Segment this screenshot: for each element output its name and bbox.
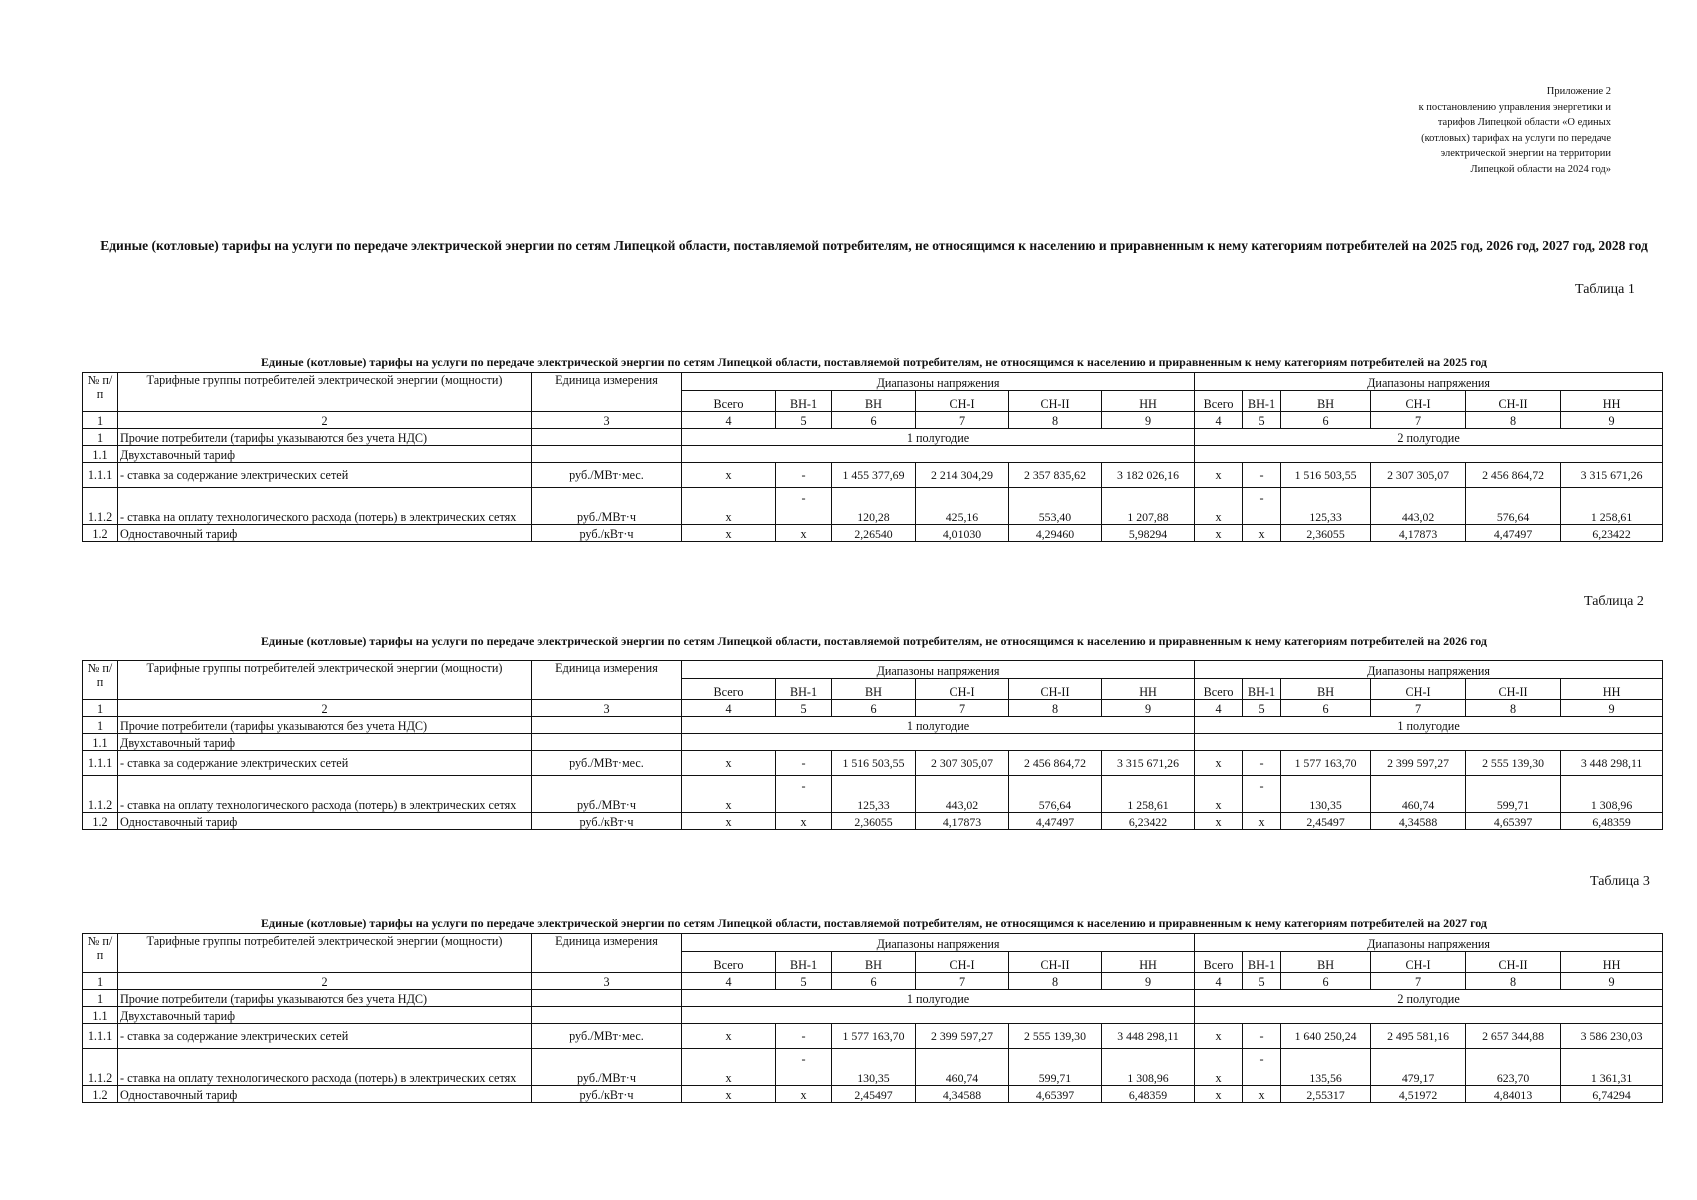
row-label: Прочие потребители (тарифы указываются без учета НДС) — [118, 717, 532, 734]
row-label: - ставка на оплату технологического расхода (потерь) в электрических сетях — [118, 776, 532, 813]
value-cell: 4,51972 — [1371, 1086, 1466, 1103]
col-number: 8 — [1466, 973, 1561, 990]
row-label: - ставка за содержание электрических сетей — [118, 1024, 532, 1049]
col-number: 3 — [532, 700, 682, 717]
col-number: 9 — [1102, 973, 1195, 990]
cell-dash: - — [1243, 751, 1281, 776]
cell-x: х — [776, 1086, 832, 1103]
col-number: 6 — [1281, 973, 1371, 990]
header-unit: Единица измерения — [532, 373, 682, 412]
cell-x: х — [1195, 1049, 1243, 1086]
half-year-2: 2 полугодие — [1195, 990, 1663, 1007]
empty-cell — [682, 446, 1195, 463]
cell-x: х — [1243, 813, 1281, 830]
dash-text: - — [801, 779, 806, 793]
row-num: 1.2 — [83, 1086, 118, 1103]
cell-x: х — [682, 776, 776, 813]
header-ranges-h1: Диапазоны напряжения — [682, 934, 1195, 952]
row-unit: руб./кВт·ч — [532, 813, 682, 830]
col-number: 7 — [1371, 412, 1466, 429]
col-vn1: ВН-1 — [1243, 391, 1281, 412]
col-number: 5 — [776, 973, 832, 990]
col-vn: ВН — [832, 391, 916, 412]
annex-note — [1311, 84, 1611, 177]
value-cell: 4,65397 — [1009, 1086, 1102, 1103]
col-sn1: СН-I — [916, 952, 1009, 973]
cell-dash — [776, 488, 832, 525]
table-row — [83, 813, 1663, 830]
value-cell: 4,47497 — [1466, 525, 1561, 542]
col-vn1: ВН-1 — [776, 391, 832, 412]
document-title: Единые (котловые) тарифы на услуги по передаче электрической энергии по сетям Липецкой области, поставляемой потребителям, не относящимся к населению и приравненным к нему категориям потребителей на 2025 год, 2026 год, 2027 год, 2028 год — [100, 238, 1648, 253]
row-label: Двухставочный тариф — [118, 734, 532, 751]
value-cell: 2 555 139,30 — [1009, 1024, 1102, 1049]
row-unit: руб./кВт·ч — [532, 1086, 682, 1103]
value-cell: 2 307 305,07 — [1371, 463, 1466, 488]
col-nn: НН — [1561, 952, 1663, 973]
row-num: 1.1.2 — [83, 488, 118, 525]
header-groups: Тарифные группы потребителей электрической энергии (мощности) — [118, 373, 532, 412]
cell-dash — [1243, 1049, 1281, 1086]
col-number: 4 — [682, 412, 776, 429]
col-number: 1 — [83, 412, 118, 429]
empty-cell — [682, 734, 1195, 751]
value-cell: 4,47497 — [1009, 813, 1102, 830]
col-number: 8 — [1466, 700, 1561, 717]
row-label: - ставка за содержание электрических сетей — [118, 463, 532, 488]
row-num: 1.2 — [83, 525, 118, 542]
row-num: 1.2 — [83, 813, 118, 830]
row-unit — [532, 990, 682, 1007]
table-row — [83, 1049, 1663, 1086]
value-cell: 3 448 298,11 — [1102, 1024, 1195, 1049]
col-number: 7 — [916, 412, 1009, 429]
col-number: 2 — [118, 973, 532, 990]
col-nn: НН — [1102, 679, 1195, 700]
value-cell: 3 315 671,26 — [1561, 463, 1663, 488]
cell-x: х — [1195, 776, 1243, 813]
half-year-2: 2 полугодие — [1195, 429, 1663, 446]
row-label: - ставка за содержание электрических сетей — [118, 751, 532, 776]
col-sn2: СН-II — [1009, 952, 1102, 973]
row-label: - ставка на оплату технологического расхода (потерь) в электрических сетях — [118, 1049, 532, 1086]
header-unit: Единица измерения — [532, 661, 682, 700]
table-row — [83, 751, 1663, 776]
value-cell: 1 207,88 — [1102, 488, 1195, 525]
col-number: 5 — [776, 700, 832, 717]
row-label: Одноставочный тариф — [118, 1086, 532, 1103]
row-unit — [532, 717, 682, 734]
cell-x: х — [682, 525, 776, 542]
table-row — [83, 1086, 1663, 1103]
row-unit — [532, 734, 682, 751]
value-cell: 4,01030 — [916, 525, 1009, 542]
table-row — [83, 1024, 1663, 1049]
table-row — [83, 717, 1663, 734]
value-cell: 135,56 — [1281, 1049, 1371, 1086]
value-cell: 443,02 — [1371, 488, 1466, 525]
value-cell: 2,55317 — [1281, 1086, 1371, 1103]
col-sn2: СН-II — [1466, 391, 1561, 412]
cell-dash: - — [776, 1024, 832, 1049]
header-groups: Тарифные группы потребителей электрической энергии (мощности) — [118, 661, 532, 700]
col-vn: ВН — [832, 679, 916, 700]
value-cell: 2,45497 — [832, 1086, 916, 1103]
annex-line: к постановлению управления энергетики и — [1418, 101, 1611, 113]
table-row — [83, 463, 1663, 488]
value-cell: 4,65397 — [1466, 813, 1561, 830]
value-cell: 553,40 — [1009, 488, 1102, 525]
col-number: 5 — [776, 412, 832, 429]
col-number: 4 — [1195, 700, 1243, 717]
cell-x: х — [682, 751, 776, 776]
col-number: 9 — [1561, 700, 1663, 717]
value-cell: 4,29460 — [1009, 525, 1102, 542]
col-number: 6 — [832, 700, 916, 717]
col-number: 8 — [1466, 412, 1561, 429]
value-cell: 1 640 250,24 — [1281, 1024, 1371, 1049]
cell-x: х — [682, 1086, 776, 1103]
cell-dash: - — [1243, 1024, 1281, 1049]
table-row — [83, 488, 1663, 525]
col-sn2: СН-II — [1009, 391, 1102, 412]
table-row — [83, 734, 1663, 751]
value-cell: 2,26540 — [832, 525, 916, 542]
value-cell: 623,70 — [1466, 1049, 1561, 1086]
value-cell: 2 657 344,88 — [1466, 1024, 1561, 1049]
table-1-title: Единые (котловые) тарифы на услуги по передаче электрической энергии по сетям Липецкой области, поставляемой потребителям, не относящимся к населению и приравненным к нему категориям потребителей на 2025 год — [261, 355, 1487, 369]
value-cell: 2 399 597,27 — [916, 1024, 1009, 1049]
cell-x: х — [682, 813, 776, 830]
row-label: Прочие потребители (тарифы указываются без учета НДС) — [118, 429, 532, 446]
cell-x: х — [1195, 1024, 1243, 1049]
col-total: Всего — [682, 679, 776, 700]
cell-x: х — [1195, 1086, 1243, 1103]
value-cell: 1 577 163,70 — [832, 1024, 916, 1049]
col-number: 6 — [1281, 700, 1371, 717]
col-number: 5 — [1243, 412, 1281, 429]
half-year-1: 1 полугодие — [682, 717, 1195, 734]
value-cell: 4,34588 — [916, 1086, 1009, 1103]
value-cell: 3 448 298,11 — [1561, 751, 1663, 776]
col-number: 8 — [1009, 973, 1102, 990]
value-cell: 4,34588 — [1371, 813, 1466, 830]
table-2-label: Таблица 2 — [1584, 594, 1644, 609]
row-label: Двухставочный тариф — [118, 446, 532, 463]
value-cell: 1 455 377,69 — [832, 463, 916, 488]
col-sn2: СН-II — [1466, 679, 1561, 700]
dash-text: - — [1259, 491, 1264, 505]
value-cell: 460,74 — [1371, 776, 1466, 813]
col-number: 9 — [1102, 412, 1195, 429]
cell-dash — [776, 776, 832, 813]
col-number: 9 — [1561, 973, 1663, 990]
col-number: 4 — [1195, 412, 1243, 429]
col-sn1: СН-I — [1371, 679, 1466, 700]
col-number: 5 — [1243, 700, 1281, 717]
annex-line: (котловых) тарифах на услуги по передаче — [1421, 132, 1611, 144]
col-sn1: СН-I — [916, 679, 1009, 700]
row-unit: руб./МВт·ч — [532, 488, 682, 525]
cell-x: х — [1195, 813, 1243, 830]
col-number: 4 — [1195, 973, 1243, 990]
header-num: № п/п — [83, 934, 118, 973]
value-cell: 2 357 835,62 — [1009, 463, 1102, 488]
value-cell: 130,35 — [832, 1049, 916, 1086]
table-row — [83, 990, 1663, 1007]
annex-line: электрической энергии на территории — [1440, 148, 1611, 159]
value-cell: 2 307 305,07 — [916, 751, 1009, 776]
col-number: 4 — [682, 700, 776, 717]
empty-cell — [1195, 1007, 1663, 1024]
col-number: 4 — [682, 973, 776, 990]
col-sn1: СН-I — [1371, 391, 1466, 412]
row-num: 1.1 — [83, 1007, 118, 1024]
col-number: 8 — [1009, 700, 1102, 717]
dash-text: - — [801, 491, 806, 505]
row-num: 1.1.1 — [83, 1024, 118, 1049]
tariff-table-2 — [82, 660, 1663, 830]
value-cell: 4,17873 — [916, 813, 1009, 830]
value-cell: 6,23422 — [1102, 813, 1195, 830]
value-cell: 599,71 — [1466, 776, 1561, 813]
cell-x: х — [682, 1024, 776, 1049]
col-total: Всего — [1195, 391, 1243, 412]
header-ranges-h2: Диапазоны напряжения — [1195, 934, 1663, 952]
cell-dash: - — [776, 751, 832, 776]
col-total: Всего — [682, 391, 776, 412]
table-3-label: Таблица 3 — [1590, 874, 1650, 889]
value-cell: 1 258,61 — [1102, 776, 1195, 813]
dash-text: - — [801, 1052, 806, 1066]
col-nn: НН — [1102, 391, 1195, 412]
annex-line: Приложение 2 — [1546, 86, 1611, 97]
col-number: 2 — [118, 700, 532, 717]
value-cell: 2 456 864,72 — [1009, 751, 1102, 776]
header-ranges-h2: Диапазоны напряжения — [1195, 373, 1663, 391]
row-num: 1 — [83, 429, 118, 446]
cell-x: х — [1243, 1086, 1281, 1103]
value-cell: 460,74 — [916, 1049, 1009, 1086]
value-cell: 2 495 581,16 — [1371, 1024, 1466, 1049]
row-num: 1.1.1 — [83, 751, 118, 776]
half-year-2: 1 полугодие — [1195, 717, 1663, 734]
value-cell: 125,33 — [1281, 488, 1371, 525]
dash-text: - — [1259, 1052, 1264, 1066]
value-cell: 443,02 — [916, 776, 1009, 813]
row-label: Прочие потребители (тарифы указываются без учета НДС) — [118, 990, 532, 1007]
col-number: 9 — [1102, 700, 1195, 717]
row-label: Двухставочный тариф — [118, 1007, 532, 1024]
cell-dash — [1243, 776, 1281, 813]
row-unit — [532, 1007, 682, 1024]
value-cell: 1 516 503,55 — [832, 751, 916, 776]
value-cell: 599,71 — [1009, 1049, 1102, 1086]
row-num: 1 — [83, 717, 118, 734]
col-nn: НН — [1561, 391, 1663, 412]
col-number: 7 — [1371, 973, 1466, 990]
row-num: 1 — [83, 990, 118, 1007]
empty-cell — [682, 1007, 1195, 1024]
col-sn2: СН-II — [1466, 952, 1561, 973]
cell-dash — [776, 1049, 832, 1086]
value-cell: 576,64 — [1009, 776, 1102, 813]
row-unit: руб./МВт·ч — [532, 776, 682, 813]
value-cell: 1 308,96 — [1561, 776, 1663, 813]
row-unit: руб./МВт·мес. — [532, 463, 682, 488]
col-total: Всего — [682, 952, 776, 973]
cell-x: х — [1195, 751, 1243, 776]
cell-x: х — [682, 463, 776, 488]
col-total: Всего — [1195, 952, 1243, 973]
table-2-title: Единые (котловые) тарифы на услуги по передаче электрической энергии по сетям Липецкой области, поставляемой потребителям, не относящимся к населению и приравненным к нему категориям потребителей на 2026 год — [261, 634, 1487, 648]
col-number: 7 — [916, 973, 1009, 990]
empty-cell — [1195, 446, 1663, 463]
col-number: 6 — [1281, 412, 1371, 429]
empty-cell — [1195, 734, 1663, 751]
col-nn: НН — [1561, 679, 1663, 700]
col-sn1: СН-I — [1371, 952, 1466, 973]
col-vn: ВН — [1281, 391, 1371, 412]
cell-dash: - — [776, 463, 832, 488]
table-1-label: Таблица 1 — [1575, 282, 1635, 297]
header-unit: Единица измерения — [532, 934, 682, 973]
row-num: 1.1.2 — [83, 1049, 118, 1086]
col-vn1: ВН-1 — [776, 679, 832, 700]
col-number: 3 — [532, 412, 682, 429]
value-cell: 576,64 — [1466, 488, 1561, 525]
col-number: 1 — [83, 973, 118, 990]
col-number: 7 — [1371, 700, 1466, 717]
tariff-table-1 — [82, 372, 1663, 542]
annex-line: тарифов Липецкой области «О единых — [1437, 117, 1611, 128]
header-ranges-h1: Диапазоны напряжения — [682, 373, 1195, 391]
cell-x: х — [776, 525, 832, 542]
col-number: 9 — [1561, 412, 1663, 429]
annex-line: Липецкой области на 2024 год» — [1470, 163, 1611, 175]
col-sn1: СН-I — [916, 391, 1009, 412]
cell-x: х — [1195, 463, 1243, 488]
value-cell: 125,33 — [832, 776, 916, 813]
table-row — [83, 429, 1663, 446]
tariff-table-3 — [82, 933, 1663, 1103]
col-vn: ВН — [832, 952, 916, 973]
value-cell: 1 361,31 — [1561, 1049, 1663, 1086]
row-unit: руб./МВт·мес. — [532, 751, 682, 776]
row-unit: руб./МВт·ч — [532, 1049, 682, 1086]
col-sn2: СН-II — [1009, 679, 1102, 700]
cell-x: х — [682, 488, 776, 525]
value-cell: 5,98294 — [1102, 525, 1195, 542]
col-number: 6 — [832, 412, 916, 429]
row-label: Одноставочный тариф — [118, 813, 532, 830]
value-cell: 479,17 — [1371, 1049, 1466, 1086]
col-vn: ВН — [1281, 952, 1371, 973]
value-cell: 1 516 503,55 — [1281, 463, 1371, 488]
value-cell: 1 577 163,70 — [1281, 751, 1371, 776]
value-cell: 1 258,61 — [1561, 488, 1663, 525]
value-cell: 6,74294 — [1561, 1086, 1663, 1103]
row-label: Одноставочный тариф — [118, 525, 532, 542]
value-cell: 4,17873 — [1371, 525, 1466, 542]
col-number: 5 — [1243, 973, 1281, 990]
value-cell: 1 308,96 — [1102, 1049, 1195, 1086]
value-cell: 2,36055 — [1281, 525, 1371, 542]
value-cell: 130,35 — [1281, 776, 1371, 813]
cell-x: х — [1243, 525, 1281, 542]
value-cell: 2 456 864,72 — [1466, 463, 1561, 488]
row-unit — [532, 446, 682, 463]
cell-x: х — [682, 1049, 776, 1086]
header-ranges-h2: Диапазоны напряжения — [1195, 661, 1663, 679]
value-cell: 3 315 671,26 — [1102, 751, 1195, 776]
value-cell: 2,45497 — [1281, 813, 1371, 830]
col-number: 6 — [832, 973, 916, 990]
value-cell: 3 586 230,03 — [1561, 1024, 1663, 1049]
value-cell: 425,16 — [916, 488, 1009, 525]
col-number: 2 — [118, 412, 532, 429]
row-num: 1.1 — [83, 446, 118, 463]
value-cell: 6,23422 — [1561, 525, 1663, 542]
row-num: 1.1 — [83, 734, 118, 751]
col-number: 7 — [916, 700, 1009, 717]
dash-text: - — [1259, 779, 1264, 793]
row-unit: руб./кВт·ч — [532, 525, 682, 542]
row-num: 1.1.2 — [83, 776, 118, 813]
table-row — [83, 525, 1663, 542]
table-row — [83, 446, 1663, 463]
col-total: Всего — [1195, 679, 1243, 700]
col-vn1: ВН-1 — [1243, 679, 1281, 700]
value-cell: 120,28 — [832, 488, 916, 525]
row-unit — [532, 429, 682, 446]
cell-dash — [1243, 488, 1281, 525]
row-unit: руб./МВт·мес. — [532, 1024, 682, 1049]
table-row — [83, 776, 1663, 813]
value-cell: 2 555 139,30 — [1466, 751, 1561, 776]
header-groups: Тарифные группы потребителей электрической энергии (мощности) — [118, 934, 532, 973]
col-number: 3 — [532, 973, 682, 990]
table-3-title: Единые (котловые) тарифы на услуги по передаче электрической энергии по сетям Липецкой области, поставляемой потребителям, не относящимся к населению и приравненным к нему категориям потребителей на 2027 год — [261, 916, 1487, 930]
row-num: 1.1.1 — [83, 463, 118, 488]
header-ranges-h1: Диапазоны напряжения — [682, 661, 1195, 679]
col-vn1: ВН-1 — [1243, 952, 1281, 973]
col-number: 1 — [83, 700, 118, 717]
cell-x: х — [1195, 525, 1243, 542]
value-cell: 4,84013 — [1466, 1086, 1561, 1103]
table-row — [83, 1007, 1663, 1024]
value-cell: 2,36055 — [832, 813, 916, 830]
col-nn: НН — [1102, 952, 1195, 973]
value-cell: 2 399 597,27 — [1371, 751, 1466, 776]
value-cell: 6,48359 — [1102, 1086, 1195, 1103]
col-vn1: ВН-1 — [776, 952, 832, 973]
row-label: - ставка на оплату технологического расхода (потерь) в электрических сетях — [118, 488, 532, 525]
header-num: № п/п — [83, 661, 118, 700]
value-cell: 2 214 304,29 — [916, 463, 1009, 488]
cell-dash: - — [1243, 463, 1281, 488]
value-cell: 3 182 026,16 — [1102, 463, 1195, 488]
cell-x: х — [1195, 488, 1243, 525]
half-year-1: 1 полугодие — [682, 429, 1195, 446]
col-vn: ВН — [1281, 679, 1371, 700]
header-num: № п/п — [83, 373, 118, 412]
cell-x: х — [776, 813, 832, 830]
col-number: 8 — [1009, 412, 1102, 429]
value-cell: 6,48359 — [1561, 813, 1663, 830]
half-year-1: 1 полугодие — [682, 990, 1195, 1007]
